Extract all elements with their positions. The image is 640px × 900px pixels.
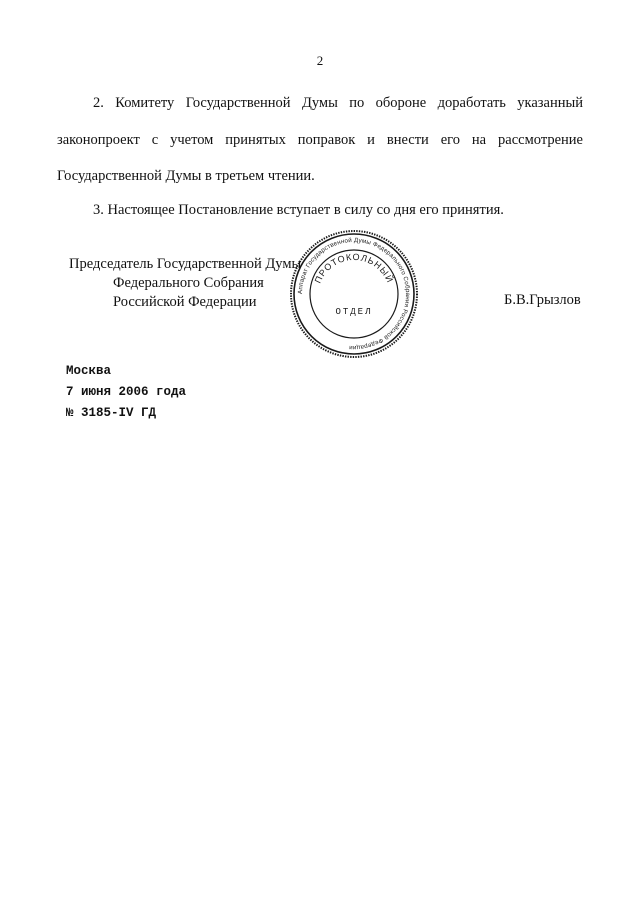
paragraph-2-line-1: 2. Комитету Государственной Думы по обороне доработать указанный: [93, 95, 583, 111]
document-footer: [66, 361, 186, 424]
svg-text:ПРОТОКОЛЬНЫЙ: [313, 252, 396, 285]
signature-title-line-3: Российской Федерации: [113, 294, 257, 310]
footer-number: № 3185-IV ГД: [66, 406, 157, 420]
stamp-center-top-text: ПРОТОКОЛЬНЫЙ: [312, 251, 396, 285]
signature-title-block: [69, 255, 301, 312]
signature-title-line-1: Председатель Государственной Думы: [69, 256, 302, 272]
signer-name: Б.В.Грызлов: [504, 292, 581, 308]
official-stamp: [288, 228, 420, 360]
paragraph-3: 3. Настоящее Постановление вступает в силу со дня его принятия.: [93, 202, 504, 218]
footer-city: Москва: [66, 364, 112, 378]
signature-title-line-2: Федерального Собрания: [113, 275, 264, 291]
footer-date: 7 июня 2006 года: [66, 385, 187, 399]
stamp-ring-text: Аппарат Государственной Думы Федерального Собрания Российской Федерации: [296, 236, 412, 352]
paragraph-2-line-3: Государственной Думы в третьем чтении.: [57, 168, 315, 184]
stamp-center-bottom-text: ОТДЕЛ: [335, 307, 373, 317]
page-number: 2: [316, 53, 324, 68]
paragraph-2-line-2: законопроект с учетом принятых поправок и внести его на рассмотрение: [57, 132, 583, 148]
